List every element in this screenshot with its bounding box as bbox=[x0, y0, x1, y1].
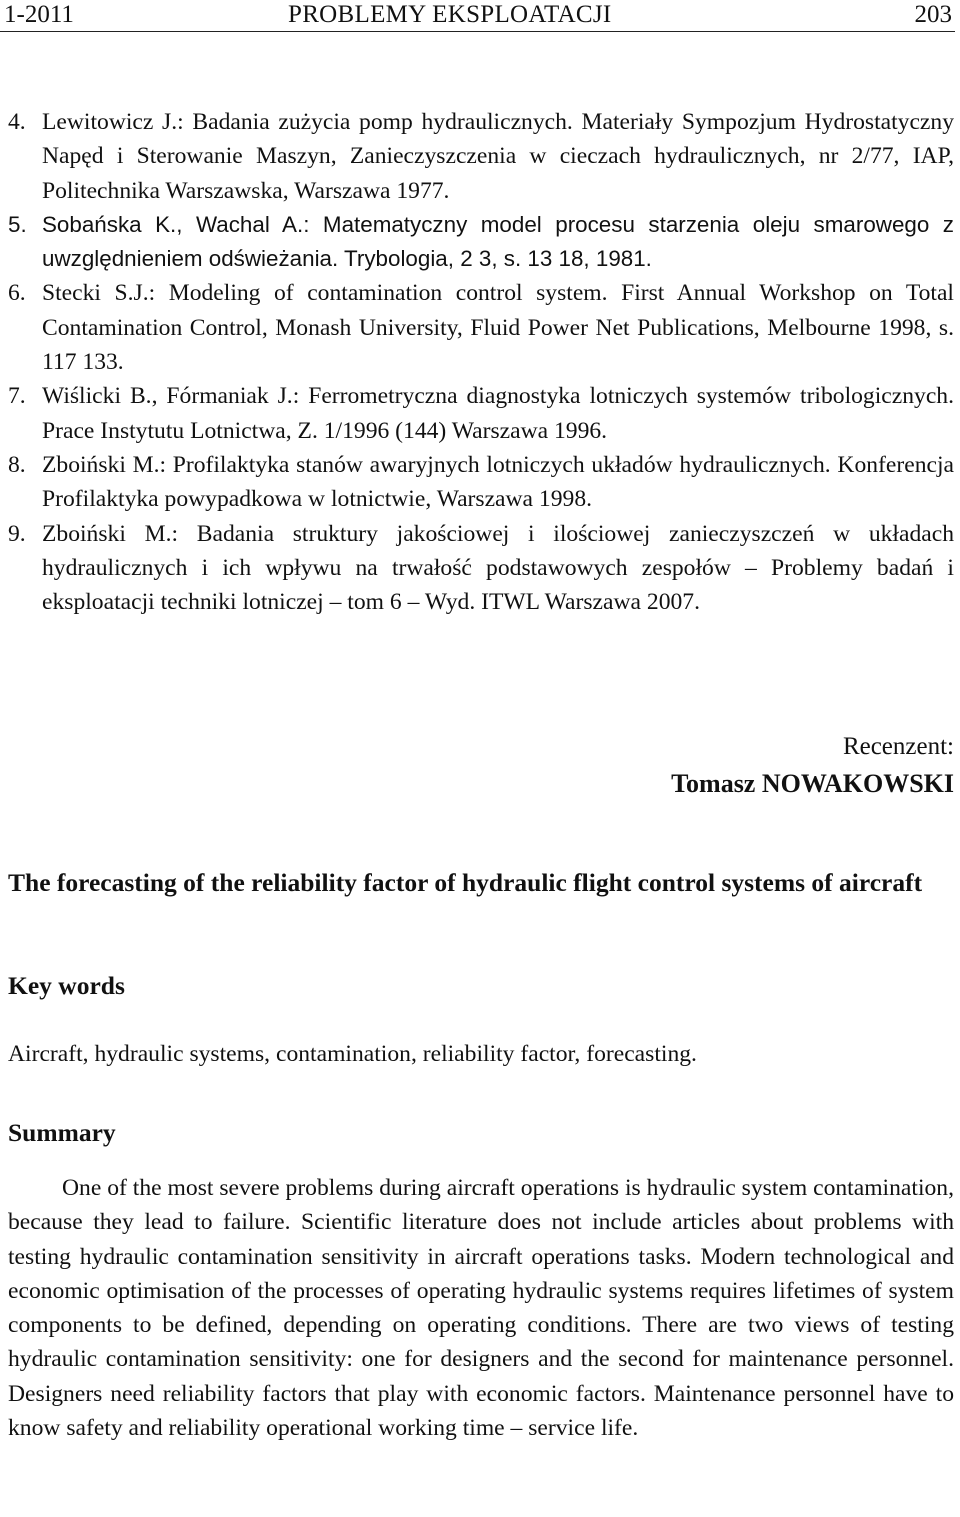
reference-number: 8. bbox=[8, 451, 26, 478]
page-number: 203 bbox=[914, 1, 952, 28]
page-header bbox=[0, 0, 960, 34]
reference-number: 9. bbox=[8, 520, 26, 547]
reference-number: 6. bbox=[8, 280, 26, 307]
keywords-heading: Key words bbox=[8, 971, 125, 1000]
reference-item bbox=[8, 517, 954, 620]
keywords-text: Aircraft, hydraulic systems, contamination, reliability factor, forecasting. bbox=[8, 1041, 697, 1067]
reference-text: Wiślicki B., Fórmaniak J.: Ferrometryczna diagnostyka lotniczych systemów tribologicznych. Prace Instytutu Lotnictwa, Z. 1/1996 (144) Warszawa 1996. bbox=[42, 383, 954, 444]
header-rule bbox=[0, 31, 955, 32]
reference-number: 5. bbox=[8, 211, 27, 237]
reference-item bbox=[8, 105, 954, 208]
summary-text: One of the most severe problems during aircraft operations is hydraulic system contamination, because they lead to failure. Scientific literature does not include articles about problems with testing hydraulic contamination sensitivity in aircraft operations tasks. Modern technological and economic optimisation of the processes of operating hydraulic systems requires lifetimes of system components to be defined, depending on operating conditions. There are two views of testing hydraulic contamination sensitivity: one for designers and the second for maintenance personnel. Designers need reliability factors that play with economic factors. Maintenance personnel have to know safety and reliability operational working time – service life. bbox=[8, 1175, 954, 1442]
reference-item bbox=[8, 379, 954, 448]
reference-item bbox=[8, 208, 954, 277]
reference-number: 4. bbox=[8, 109, 26, 135]
journal-title: PROBLEMY EKSPLOATACJI bbox=[288, 1, 612, 28]
reference-text: Stecki S.J.: Modeling of contamination control system. First Annual Workshop on Total Contamination Control, Monash University, Fluid Power Net Publications, Melbourne 1998, s. 117 133. bbox=[42, 280, 954, 376]
reviewer-name: Tomasz NOWAKOWSKI bbox=[671, 769, 954, 798]
reference-item bbox=[8, 276, 954, 379]
issue-number: 1-2011 bbox=[4, 1, 74, 28]
reviewer-label: Recenzent: bbox=[842, 733, 954, 760]
english-title: The forecasting of the reliability factor of hydraulic flight control systems of aircraft bbox=[8, 868, 923, 897]
reference-text: Zboiński M.: Profilaktyka stanów awaryjnych lotniczych układów hydraulicznych. Konferencja Profilaktyka powypadkowa w lotnictwie, Warszawa 1998. bbox=[42, 451, 954, 513]
reference-number: 7. bbox=[8, 383, 26, 410]
reference-text: Sobańska K., Wachal A.: Matematyczny model procesu starzenia oleju smarowego z uwzględnieniem odświeżania. Trybologia, 2 3, s. 13 18, 1981. bbox=[42, 211, 954, 272]
reference-list bbox=[8, 105, 954, 619]
reviewer-block bbox=[671, 730, 954, 801]
reference-text: Lewitowicz J.: Badania zużycia pomp hydraulicznych. Materiały Sympozjum Hydrostatyczny Napęd i Sterowanie Maszyn, Zanieczyszczenia w cieczach hydraulicznych, nr 2/77, IAP, Politechnika Warszawska, Warszawa 1977. bbox=[42, 109, 954, 204]
reference-item bbox=[8, 448, 954, 517]
reference-text: Zboiński M.: Badania struktury jakościowej i ilościowej zanieczyszczeń w układach hydraulicznych i ich wpływu na trwałość podstawowych zespołów – Problemy badań i eksploatacji techniki lotniczej – tom 6 – Wyd. ITWL Warszawa 2007. bbox=[42, 520, 954, 616]
summary-heading: Summary bbox=[8, 1118, 116, 1147]
